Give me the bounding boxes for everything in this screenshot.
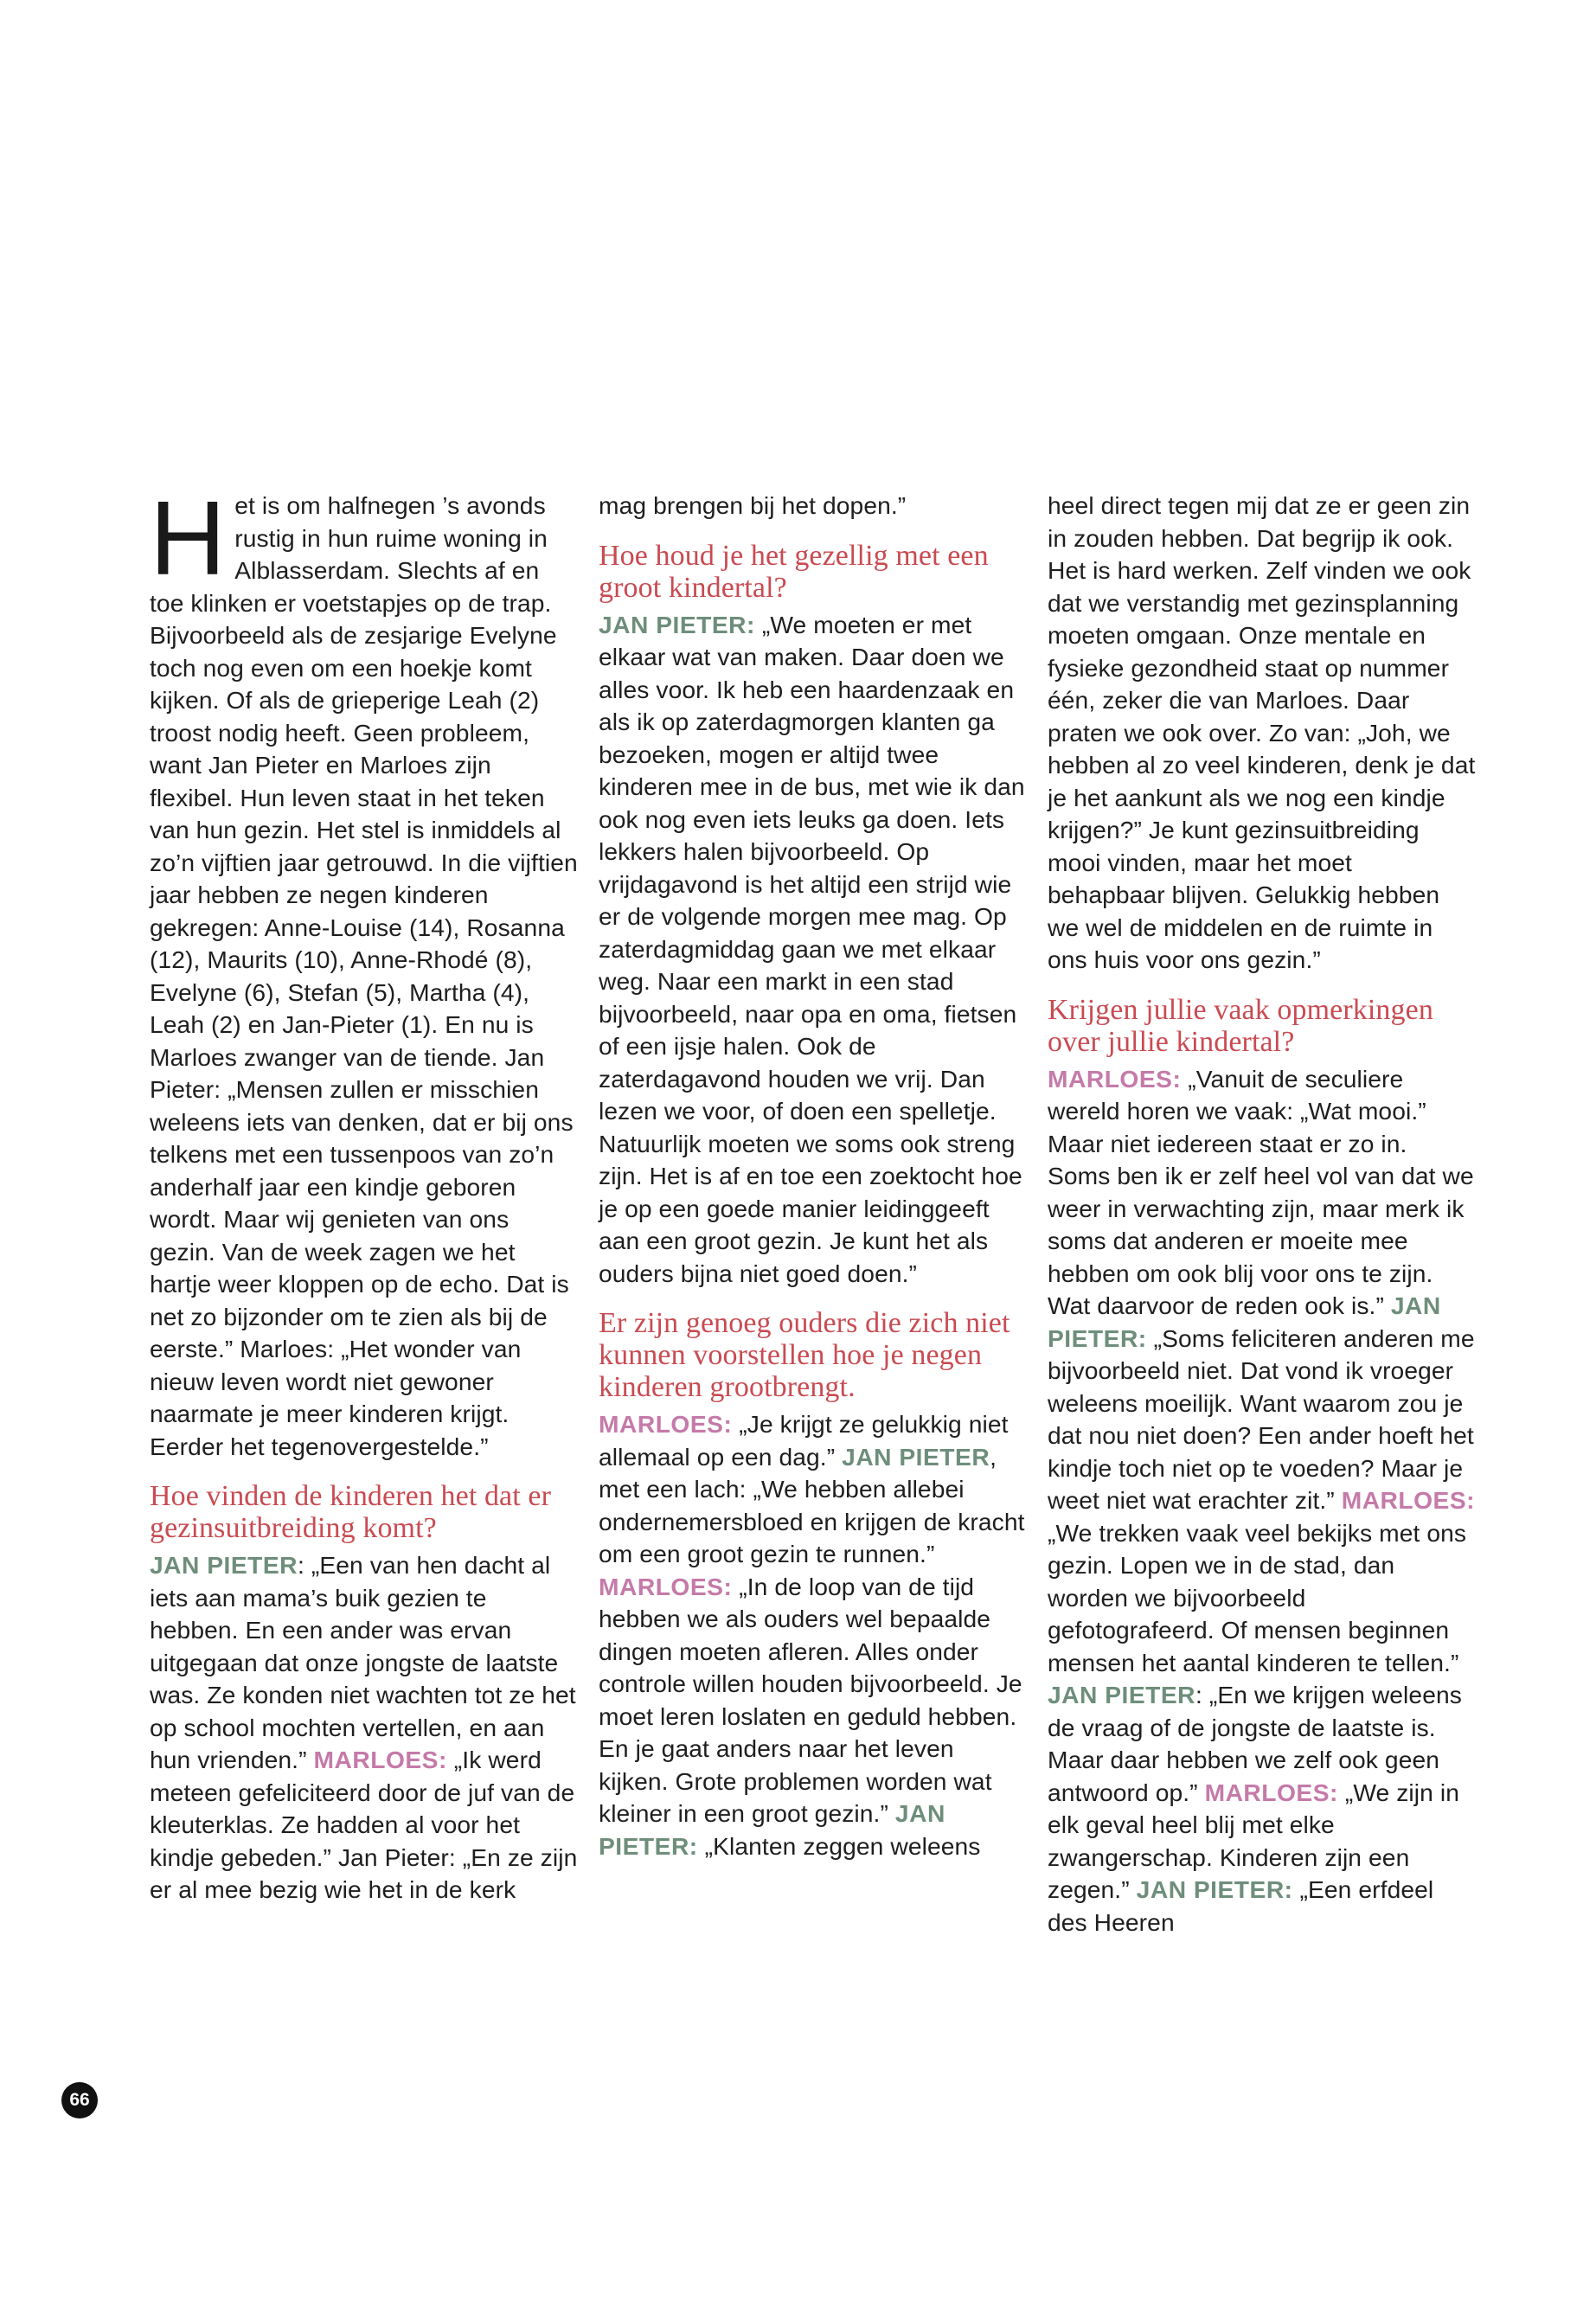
question-heading-4: Krijgen jullie vaak opmerkingen over jullie kindertal? [1048,993,1433,1058]
intro-paragraph [150,479,578,1463]
answer-paragraph-2b: Natuurlijk moeten we soms ook streng zijn. Het is af en toe een zoektocht hoe je op een goede manier leidinggeeft aan een groot gezin. Je kunt het als ouders bijna niet goed doen.” [599,1129,1022,1287]
answer-text: „Vanuit de seculiere wereld horen we vaak: „Wat mooi.” Maar niet iedereen staat er zo in. Soms ben ik er zelf heel vol van dat we weer in verwachting zijn, maar merk ik soms dat anderen er moeite mee hebben om ook blij voor ons te zijn. Wat daarvoor de reden ook is.” [1048,1064,1474,1319]
answer-text: „We trekken vaak veel bekijks met ons gezin. Lopen we in de stad, dan worden we bijvoorbeeld gefotografeerd. Of mensen beginnen mensen het aantal kinderen te tellen.” [1048,1518,1467,1676]
answer-text: „Ik werd meteen gefeliciteerd door de juf van de kleuterklas. Ze hadden al voor het kindje gebeden.” Jan Pieter: „En ze zijn er al mee bezig wie het in de kerk [150,1746,578,1903]
speaker-jan-pieter: JAN PIETER: [1136,1875,1293,1903]
drop-cap: H [150,479,227,597]
speaker-marloes: MARLOES: [1048,1064,1182,1093]
answer-text: „In de loop van de tijd hebben we als ouders wel bepaalde dingen moeten afleren. Alles onder controle willen houden bijvoorbeeld. Je moet leren loslaten en geduld hebben. En je gaat anders naar het leven kijken. Grote problemen worden wat kleiner in een groot gezin.” [599,1572,1022,1827]
speaker-jan-pieter: JAN PIETER [842,1442,990,1471]
speaker-marloes: MARLOES: [599,1572,733,1600]
speaker-jan-pieter: JAN PIETER: [599,1799,945,1860]
speaker-marloes: MARLOES: [313,1746,447,1773]
answer-text: „Soms feliciteren anderen me bijvoorbeeld niet. Dat vond ik vroeger weleens moeilijk. Want waarom zou je dat nou niet doen? Een ander hoeft het kindje toch niet op te voeden? Maar je weet niet wat erachter zit.” [1048,1324,1475,1514]
answer-text: „Klanten zeggen weleens [697,1831,981,1860]
speaker-marloes: MARLOES: [599,1410,733,1438]
speaker-jan-pieter: JAN PIETER: [599,610,755,638]
continued-paragraph: heel direct tegen mij dat ze er geen zin in zouden hebben. Dat begrijp ik ook. Het is hard werken. Zelf vinden we ook dat we verstandig met gezinsplanning moeten omgaan. Onze mentale en fysieke gezondheid staat op nummer één, zeker die van Marloes. Daar praten we ook over. Zo van: „Joh, we hebben al zo veel kinderen, denk je dat je het aankunt als we nog een kindje krijgen?” Je kunt gezinsuitbreiding mooi vinden, maar het moet behapbaar blijven. Gelukkig hebben we wel de middelen en de ruimte in ons huis voor ons gezin.” [1048,491,1476,973]
answer-paragraph-1 [150,1549,578,1907]
continued-paragraph: mag brengen bij het dopen.” [599,491,907,519]
question-heading-3: Er zijn genoeg ouders die zich niet kunnen voorstellen hoe je negen kinderen grootbrengt. [599,1307,1010,1403]
answer-text: : „Een van hen dacht al iets aan mama’s buik gezien te hebben. En een ander was ervan uitgegaan dat onze jongste de laatste was. Ze konden niet wachten tot ze het op school mochten vertellen, en aan hun vrienden.” [150,1551,576,1773]
speaker-jan-pieter: JAN PIETER [150,1551,298,1579]
column-1 [150,479,578,1907]
answer-text: , met een lach: „We hebben allebei ondernemersbloed en krijgen de kracht om een groot gezin te runnen.” [599,1442,1025,1567]
speaker-jan-pieter: JAN PIETER [1048,1681,1196,1708]
speaker-jan-pieter: JAN PIETER: [1048,1292,1441,1352]
answer-text: „Je krijgt ze gelukkig niet allemaal op een dag.” [599,1410,1009,1471]
column-2 [599,490,1027,1862]
answer-text: „Een erfdeel des Heeren [1048,1875,1434,1936]
answer-text: „We moeten er met elkaar wat van maken. Daar doen we alles voor. Ik heb een haardenzaak en als ik op zaterdagmorgen klanten ga bezoeken, mogen er altijd twee kinderen mee in de bus, met wie ik dan ook nog even iets leuks ga doen. Iets lekkers halen bijvoorbeeld. Op vrijdagavond is het altijd een strijd wie er de volgende morgen mee mag. Op zaterdagmiddag gaan we met elkaar weg. Naar een markt in een stad bijvoorbeeld, naar opa en oma, fietsen of een ijsje halen. Ook de zaterdagavond houden we vrij. Dan lezen we voor, of doen een spelletje. [599,610,1025,1125]
answer-paragraph-3 [599,1408,1027,1862]
answer-text: „We zijn in elk geval heel blij met elke zwangerschap. Kinderen zijn een zegen.” [1048,1778,1460,1903]
column-3 [1048,490,1476,1939]
intro-text: et is om halfnegen ’s avonds rustig in hun ruime woning in Alblasserdam. Slechts af en toe klinken er voetstapjes op de trap. Bijvoorbeeld als de zesjarige Evelyne toch nog even om een hoekje komt kijken. Of als de grieperige Leah (2) troost nodig heeft. Geen probleem, want Jan Pieter en Marloes zijn flexibel. Hun leven staat in het teken van hun gezin. Het stel is inmiddels al zo’n vijftien jaar getrouwd. In die vijftien jaar hebben ze negen kinderen gekregen: Anne-Louise (14), Rosanna (12), Maurits (10), Anne-Rhodé (8), Evelyne (6), Stefan (5), Martha (4), Leah (2) en Jan-Pieter (1). En nu is Marloes zwanger van de tiende. Jan Pieter: „Mensen zullen er misschien weleens iets van denken, dat er bij ons telkens met een tussenpoos van zo’n anderhalf jaar een kindje geboren wordt. Maar wij genieten van ons gezin. Van de week zagen we het hartje weer kloppen op de echo. Dat is net zo bijzonder om te zien als bij de eerste.” Marloes: „Het wonder van nieuw leven wordt niet gewoner naarmate je meer kinderen krijgt. Eerder het tegenovergestelde.” [150,491,578,1460]
speaker-marloes: MARLOES: [1341,1486,1476,1514]
speaker-marloes: MARLOES: [1204,1778,1338,1806]
answer-paragraph-2 [599,609,1027,1128]
question-heading-2: Hoe houd je het gezellig met een groot kindertal? [599,539,989,604]
page-number: 66 [61,2082,98,2118]
answer-paragraph-4 [1048,1063,1476,1939]
question-heading-1: Hoe vinden de kinderen het dat er gezinsuitbreiding komt? [150,1480,552,1544]
answer-text: : „En we krijgen weleens de vraag of de jongste de laatste is. Maar daar hebben we zelf ook geen antwoord op.” [1048,1681,1462,1806]
